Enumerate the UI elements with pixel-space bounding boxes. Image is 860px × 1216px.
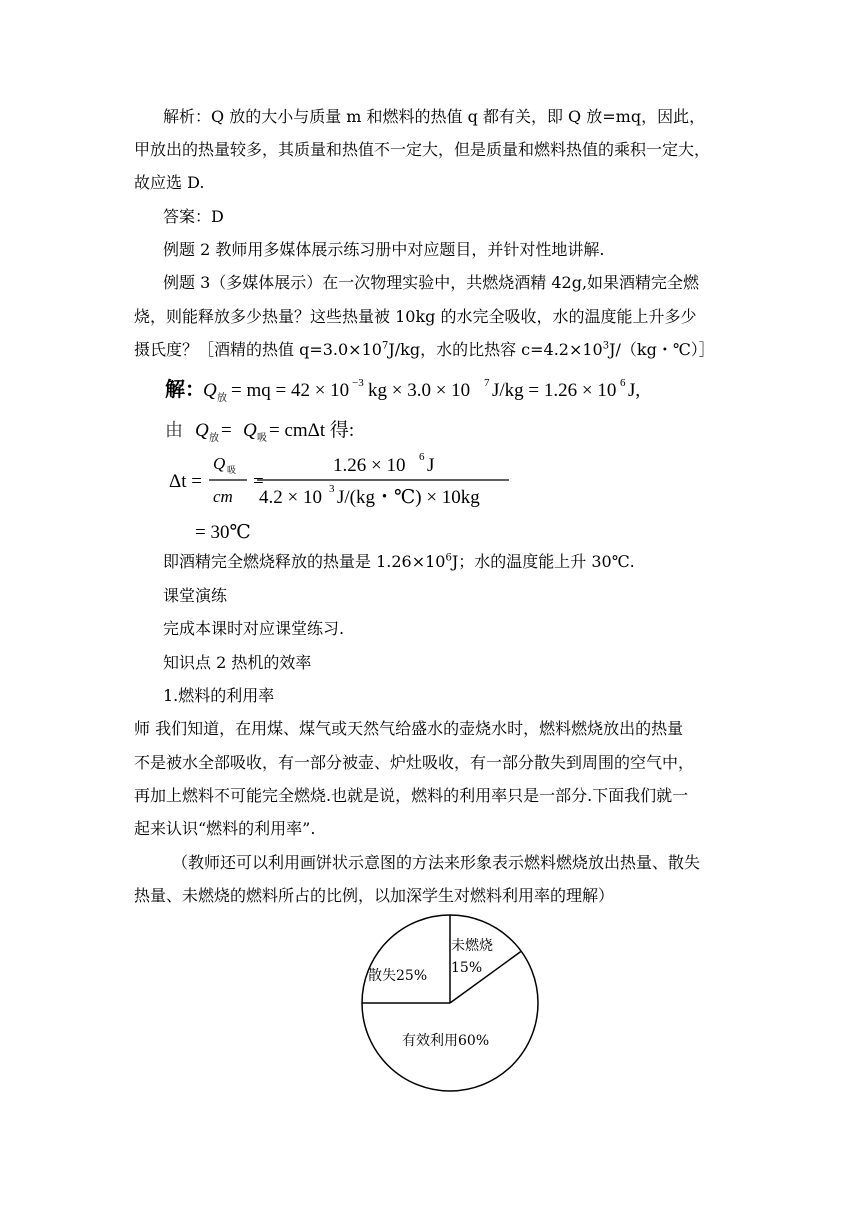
formula-line1-part2: kg × 3.0 × 10 bbox=[368, 380, 471, 401]
formula-line2-sub2: 吸 bbox=[257, 433, 267, 444]
example3-line-3 bbox=[134, 333, 715, 366]
formula-frac2-num: 1.26 × 10 bbox=[333, 455, 406, 476]
formula-frac2-den-exp: 3 bbox=[329, 483, 335, 495]
formula-q: Q bbox=[203, 380, 217, 401]
formula-q-sub: 放 bbox=[217, 393, 227, 404]
example3-text-b: J/kg，水的比热容 c=4.2×10 bbox=[388, 340, 603, 359]
analysis-line-1: 解析：Q 放的大小与质量 m 和燃料的热值 q 都有关，即 Q 放=mq，因此， bbox=[163, 107, 706, 126]
solution-formula bbox=[165, 372, 665, 547]
fuel-pie-chart bbox=[360, 913, 540, 1093]
result-text-a: 即酒精完全燃烧释放的热量是 1.26×10 bbox=[163, 552, 446, 571]
example3-exp-2: 3 bbox=[602, 340, 610, 352]
formula-line2-prefix: 由 bbox=[165, 420, 183, 440]
formula-line2-sub1: 放 bbox=[209, 433, 219, 444]
formula-line1-exp2: 7 bbox=[484, 377, 490, 389]
teacher-line-3: 再加上燃料不可能完全燃烧.也就是说，燃料的利用率只是一部分.下面我们就一 bbox=[134, 786, 689, 805]
example2-line: 例题 2 教师用多媒体展示练习册中对应题目，并针对性地讲解. bbox=[163, 240, 605, 259]
formula-frac2-den-rest: J/(kg・℃) × 10kg bbox=[337, 487, 480, 508]
example3-exp-1: 7 bbox=[381, 340, 389, 352]
formula-line1-part3: J/kg = 1.26 × 10 bbox=[492, 380, 617, 401]
formula-frac2-num-unit: J bbox=[427, 455, 435, 476]
formula-result: = 30℃ bbox=[195, 522, 251, 543]
formula-line3-eq: = bbox=[253, 471, 264, 492]
analysis-line-3: 故应选 D. bbox=[134, 173, 205, 192]
formula-frac2-den: 4.2 × 10 bbox=[259, 487, 322, 508]
formula-frac1-num-sub: 吸 bbox=[227, 465, 237, 475]
note-line-2: 热量、未燃烧的燃料所占的比例，以加深学生对燃料利用率的理解） bbox=[134, 886, 615, 905]
practice-text: 完成本课时对应课堂练习. bbox=[163, 619, 345, 638]
formula-line2-q2: Q bbox=[243, 420, 257, 441]
answer-line: 答案：D bbox=[163, 207, 224, 226]
formula-line2-rest: = cmΔt 得: bbox=[269, 420, 355, 441]
formula-line1-part4: J, bbox=[628, 380, 641, 401]
slice-label-unburned: 未燃烧 bbox=[451, 938, 493, 954]
formula-line1-exp1: −3 bbox=[352, 377, 364, 389]
slice-label-lost: 散失25% bbox=[368, 968, 428, 984]
result-exp: 6 bbox=[445, 552, 452, 564]
teacher-line-2: 不是被水全部吸收，有一部分被壶、炉灶吸收，有一部分散失到周围的空气中， bbox=[134, 753, 695, 772]
formula-line2-q1: Q bbox=[195, 420, 209, 441]
result-text-b: J；水的温度能上升 30℃. bbox=[451, 552, 635, 571]
teacher-line-1: 师 我们知道，在用煤、煤气或天然气给盛水的壶烧水时，燃料燃烧放出的热量 bbox=[134, 719, 684, 738]
formula-frac2-num-exp: 6 bbox=[419, 451, 425, 463]
formula-line1-exp3: 6 bbox=[620, 377, 626, 389]
slice-label-effective: 有效利用60% bbox=[402, 1033, 490, 1049]
formula-solution-label: 解： bbox=[165, 379, 205, 401]
example3-line-1: 例题 3（多媒体展示）在一次物理实验中，共燃烧酒精 42g,如果酒精完全燃 bbox=[163, 273, 700, 292]
formula-delta-t: Δt = bbox=[169, 471, 202, 492]
formula-frac1-den: cm bbox=[213, 487, 233, 506]
example3-line-2: 烧，则能释放多少热量？这些热量被 10kg 的水完全吸收，水的温度能上升多少 bbox=[134, 307, 697, 326]
teacher-line-4: 起来认识“燃料的利用率”. bbox=[134, 819, 316, 838]
note-line-1: （教师还可以利用画饼状示意图的方法来形象表示燃料燃烧放出热量、散失 bbox=[172, 853, 701, 872]
formula-line2-eq: = bbox=[221, 420, 232, 441]
fuel-utilization-heading: 1.燃料的利用率 bbox=[163, 686, 275, 705]
example3-text-c: J/（kg・℃）］ bbox=[609, 340, 715, 359]
result-line bbox=[163, 545, 733, 578]
example3-text-a: 摄氏度？［酒精的热值 q=3.0×10 bbox=[134, 340, 382, 359]
knowledge-point-2: 知识点 2 热机的效率 bbox=[163, 653, 312, 672]
slice-value-unburned: 15% bbox=[451, 960, 483, 976]
practice-heading: 课堂演练 bbox=[163, 586, 228, 605]
formula-frac1-num-q: Q bbox=[213, 454, 226, 473]
analysis-line-2: 甲放出的热量较多，其质量和热值不一定大，但是质量和燃料热值的乘积一定大， bbox=[134, 140, 711, 159]
formula-line1-part1: = mq = 42 × 10 bbox=[231, 380, 350, 401]
